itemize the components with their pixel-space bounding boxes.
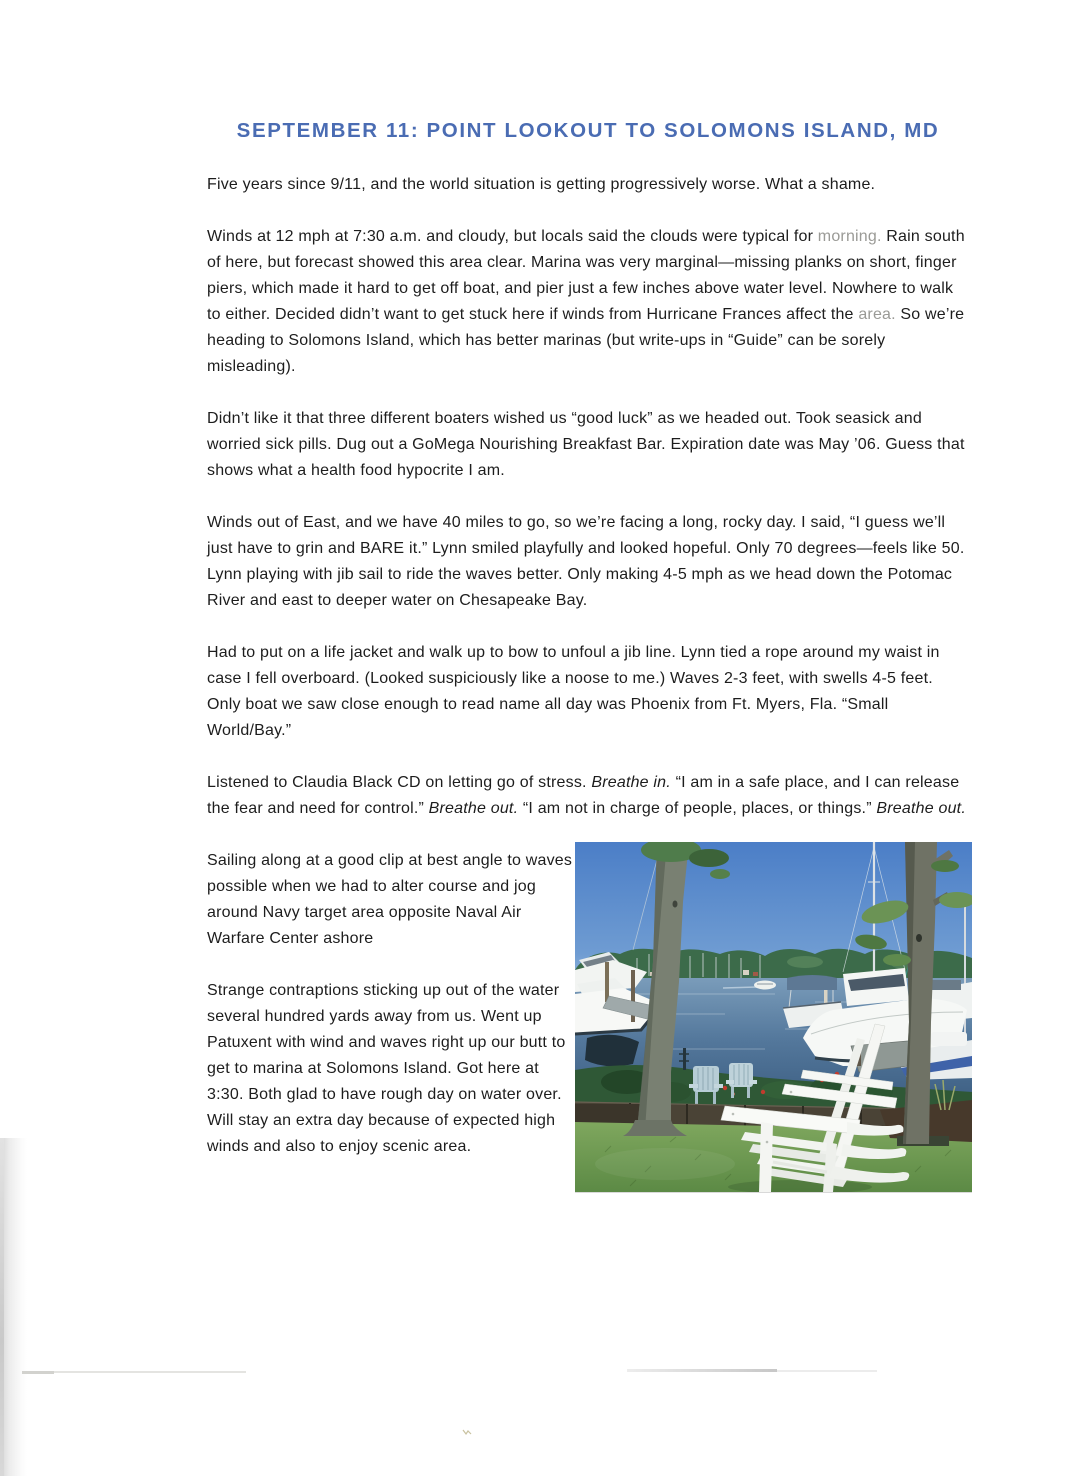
scan-edge-shadow (0, 1138, 27, 1476)
paragraph-claudia-black: Listened to Claudia Black CD on letting go of stress. Breathe in. “I am in a safe place, and I can release the fear and need for control.” Breathe out. “I am not in charge of people, places, or things.” Breathe out. (207, 774, 966, 817)
scan-artifact-line-right-tail (777, 1370, 877, 1372)
paragraph-life-jacket: Had to put on a life jacket and walk up to bow to unfoul a jib line. Lynn tied a rope around my waist in case I fell overboard. (Looked suspiciously like a noose to me.) Waves 2-3 feet, with swells 4-5 feet. Only boat we saw close enough to read name all day was Phoenix from Ft. Myers, Fla. “Small World/Bay.” (207, 644, 940, 739)
page-content (207, 118, 969, 1192)
paragraph-strange-contraptions: Strange contraptions sticking up out of the water several hundred yards away from us. Went up Patuxent with wind and waves right up our butt to get to marina at Solomons Island. Got here at 3:30. Both glad to have rough day on water over. Will stay an extra day because of expected high winds and also to enjoy scenic area. (207, 982, 566, 1155)
dinghy (754, 981, 776, 990)
scan-artifact-line-right (627, 1369, 777, 1372)
paragraph-sailing-along: Sailing along at a good clip at best angle to waves possible when we had to alter course and jog around Navy target area opposite Naval Air Warfare Center ashore (207, 852, 573, 947)
paragraph-departure: Didn’t like it that three different boaters wished us “good luck” as we headed out. Took seasick and worried sick pills. Dug out a GoMega Nourishing Breakfast Bar. Expiration date was May ’06. Guess that shows what a health food hypocrite I am. (207, 410, 965, 479)
page-title: SEPTEMBER 11: POINT LOOKOUT TO SOLOMONS ISLAND, MD (236, 119, 940, 142)
paragraph-intro: Five years since 9/11, and the world situation is getting progressively worse. What a shame. (207, 176, 876, 193)
photo-section (207, 848, 969, 1192)
scan-artifact-line-left (22, 1371, 246, 1373)
paragraph-morning-conditions: Winds at 12 mph at 7:30 a.m. and cloudy, but locals said the clouds were typical for morning. Rain south of here, but forecast showed this area clear. Marina was very marginal—missing planks on short, finger piers, which made it hard to get off boat, and pier just a few inches above water level. Nowhere to walk to either. Decided didn’t want to get stuck here if winds from Hurricane Frances affect the area. So we’re heading to Solomons Island, which has better marinas (but write-ups in “Guide” can be sorely misleading). (207, 228, 965, 375)
paragraph-winds-east: Winds out of East, and we have 40 miles to go, so we’re facing a long, rocky day. I said, “I guess we’ll just have to grin and BARE it.” Lynn smiled playfully and looked hopeful. Only 70 degrees—feels like 50. Lynn playing with jib sail to ride the waves better. Only making 4-5 mph as we head down the Potomac River and east to deeper water on Chesapeake Bay. (207, 514, 965, 609)
scan-artifact-mark (462, 1424, 474, 1442)
photo-section-text-column (207, 848, 575, 1186)
marina-photo (575, 842, 972, 1192)
marina-photo-graphic (575, 842, 972, 1192)
